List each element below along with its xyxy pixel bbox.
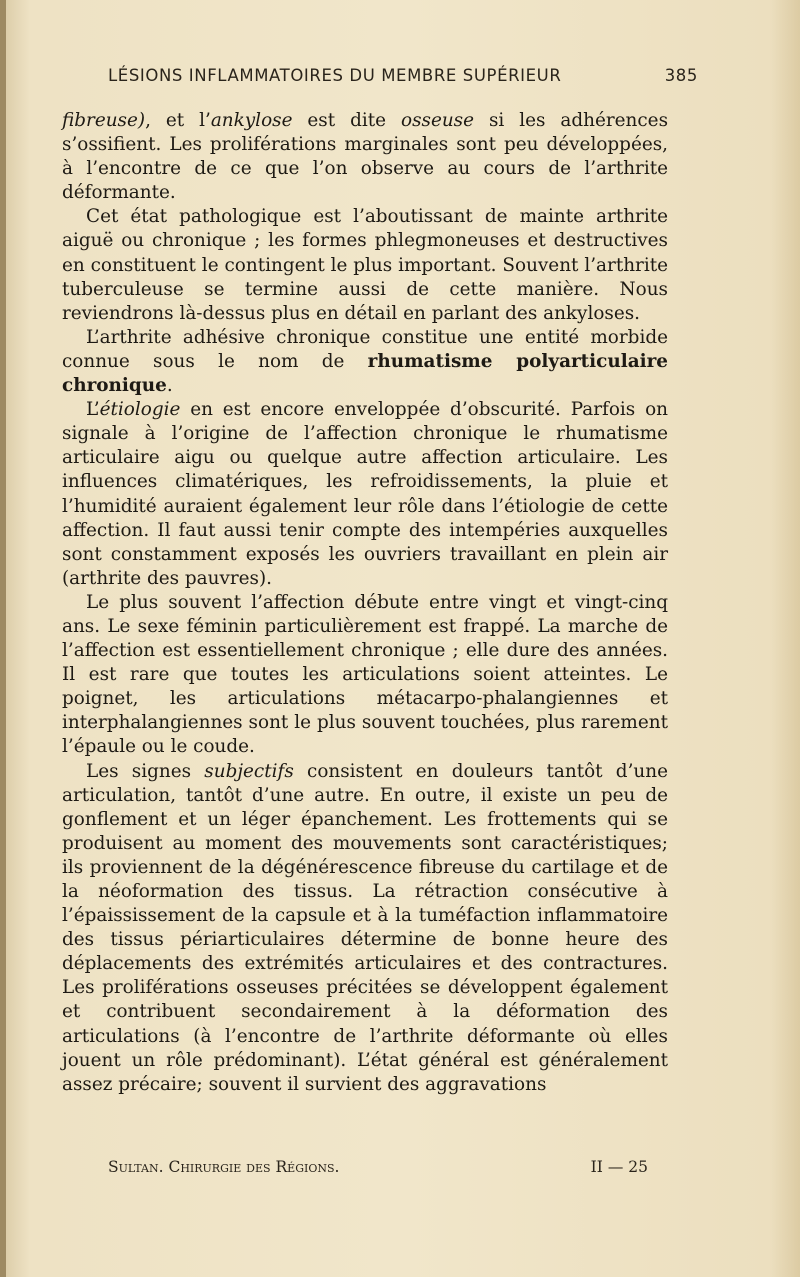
footer-sheet: II — 25 [590,1158,648,1176]
text-run: , et l’ [145,110,211,131]
running-header [108,66,698,85]
text-run: L’ [86,399,100,421]
italic-term: étiologie [99,399,181,421]
italic-term: ankylose [210,110,293,131]
paragraph [62,760,668,1097]
footer-signature: Sultan. Chirurgie des Régions. [108,1158,340,1176]
text-run: si les adhérences s’ossifient. Les proliférations marginales sont peu développées, à l’encontre de ce que l’on observe au cours de l’arthrite déformante. [62,110,669,204]
italic-term: fibreuse) [62,110,146,131]
paragraph [62,398,668,591]
text-run: en est encore enveloppée d’obscurité. Parfois on signale à l’origine de l’affection chronique le rhumatisme articulaire aigu ou quelque autre affection articulaire. Les influences climatériques, les refroidissements, la pluie et l’humidité auraient également leur rôle dans l’étiologie de cette affection. Il faut aussi tenir compte des intempéries auxquelles sont constamment exposés les ouvriers travaillant en plein air (arthrite des pauvres). [62,399,668,589]
text-run: consistent en douleurs tantôt d’une articulation, tantôt d’une autre. En outre, il existe un peu de gonflement et un léger épanchement. Les frottements qui se produisent au moment des mouvements sont caractéristiques; ils proviennent de la dégénérescence fibreuse du cartilage et de la néoformation des tissus. La rétraction consécutive à l’épaississement de la capsule et à la tuméfaction inflammatoire des tissus périarticulaires détermine de bonne heure des déplacements des extrémités articulaires et des contractures. Les proliférations osseuses précitées se développent également et contribuent secondairement à la déformation des articulations (à l’encontre de l’arthrite déformante où elles jouent un rôle prédominant). L’état général est généralement assez précaire; souvent il survient des aggravations [62,760,668,1095]
body-text [62,109,668,1097]
text-run: Les signes [86,760,205,782]
running-title: LÉSIONS INFLAMMATOIRES DU MEMBRE SUPÉRIEUR [108,66,562,85]
text-run: Cet état pathologique est l’aboutissant de mainte arthrite aiguë ou chronique ; les formes phlegmoneuses et destructives en constituent le contingent le plus important. Souvent l’arthrite tuberculeuse se termine aussi de cette manière. Nous reviendrons là-dessus plus en détail en parlant des ankyloses. [62,206,668,324]
text-run: Le plus souvent l’affection débute entre vingt et vingt-cinq ans. Le sexe féminin particulièrement est frappé. La marche de l’affection est essentiellement chronique ; elle dure des années. Il est rare que toutes les articulations soient atteintes. Le poignet, les articulations métacarpo-phalangiennes et interphalangiennes sont le plus souvent touchées, plus rarement l’épaule ou le coude. [62,591,668,758]
paragraph [62,109,668,205]
page-number: 385 [664,66,698,85]
footer [108,1158,648,1176]
page-edge [0,0,6,1277]
text-run: . [166,375,173,397]
italic-term: subjectifs [204,760,294,782]
text-run: L’arthrite adhésive chronique constitue une entité morbide connue sous le nom de [62,326,668,372]
text-run: est dite [292,110,401,131]
paragraph [62,205,668,325]
italic-term: osseuse [401,110,474,131]
paragraph [62,326,668,398]
bold-term: rhumatisme polyarticulaire chronique [62,350,669,397]
paragraph [62,591,668,760]
